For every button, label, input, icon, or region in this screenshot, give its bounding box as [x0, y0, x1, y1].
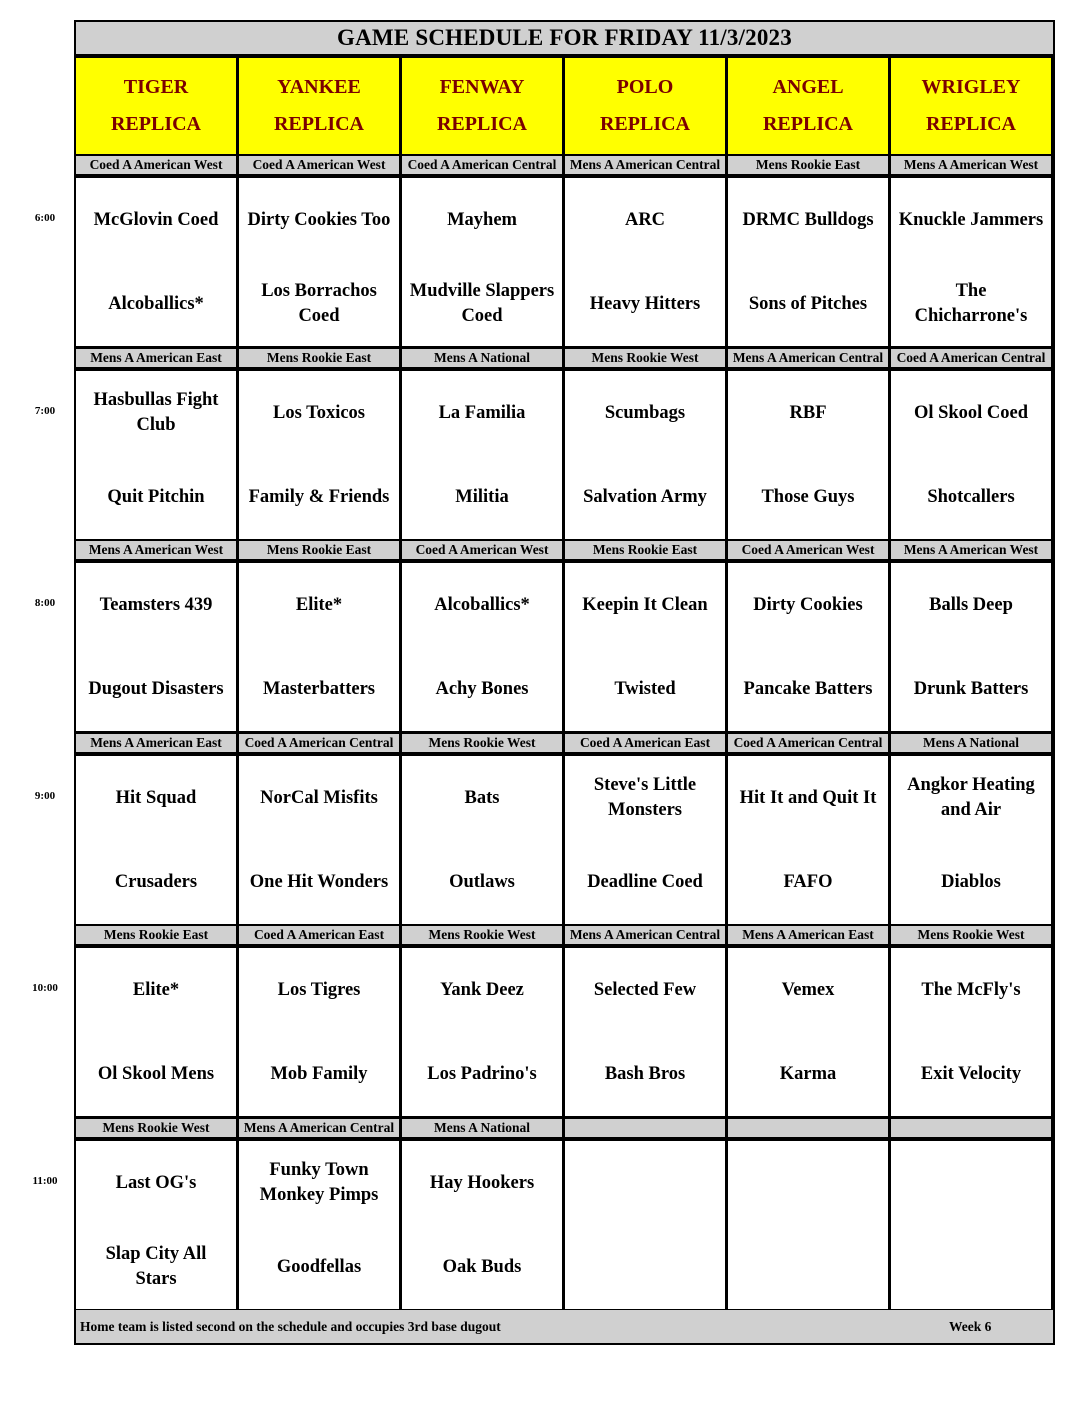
field-header-1: [76, 58, 236, 154]
away-team: Dirty Cookies: [753, 594, 863, 615]
field-header-5: [728, 58, 888, 154]
field-name: ANGEL: [772, 76, 844, 98]
away-team: Knuckle Jammers: [898, 209, 1044, 230]
home-team: Ol Skool Mens: [97, 1063, 215, 1084]
division-label: Coed A American West: [76, 156, 236, 174]
game-cell: [891, 371, 1051, 539]
home-team: Alcoballics*: [108, 293, 204, 314]
game-cell: [565, 1141, 725, 1309]
home-team: Sons of Pitches: [748, 293, 868, 314]
field-subtitle: REPLICA: [436, 113, 527, 135]
away-team: Los Tigres: [277, 979, 361, 1000]
home-team: Mob Family: [270, 1063, 368, 1084]
footer-note: Home team is listed second on the schedule and occupies 3rd base dugout: [80, 1319, 501, 1334]
time-label: 11:00: [32, 1175, 58, 1187]
game-cell: [565, 563, 725, 731]
away-team: Scumbags: [604, 402, 686, 423]
away-team: Mayhem: [447, 209, 517, 230]
time-label: 8:00: [34, 597, 56, 609]
division-label: Mens Rookie West: [76, 1119, 236, 1137]
home-team: Deadline Coed: [587, 871, 703, 892]
division-label: Mens Rookie East: [239, 349, 399, 367]
away-team: [728, 1141, 888, 1225]
home-team: Salvation Army: [583, 486, 707, 507]
division-label: Mens A American Central: [565, 156, 725, 174]
away-team: [565, 1141, 725, 1225]
division-label: Coed A American Central: [728, 734, 888, 752]
game-cell: [239, 563, 399, 731]
home-team: Drunk Batters: [913, 678, 1029, 699]
home-team: Los Borrachos Coed: [261, 281, 377, 326]
field-header-2: [239, 58, 399, 154]
field-subtitle: REPLICA: [273, 113, 364, 135]
field-name: FENWAY: [439, 76, 525, 98]
division-label: [891, 1119, 1051, 1137]
away-team: Dirty Cookies Too: [247, 209, 391, 230]
away-team: ARC: [624, 209, 666, 230]
home-team: Twisted: [614, 678, 676, 699]
time-label: 7:00: [34, 405, 56, 417]
away-team: DRMC Bulldogs: [742, 209, 874, 230]
home-team: Outlaws: [449, 871, 515, 892]
game-cell: [891, 948, 1051, 1116]
game-cell: [402, 756, 562, 924]
home-team: The Chicharrone's: [914, 281, 1028, 326]
away-team: La Familia: [438, 402, 526, 423]
game-cell: [76, 371, 236, 539]
game-cell: [402, 1141, 562, 1309]
division-label: [565, 1119, 725, 1137]
away-team: Alcoballics*: [434, 594, 530, 615]
time-label: 9:00: [34, 790, 56, 802]
game-cell: [891, 178, 1051, 346]
division-label: Coed A American West: [402, 541, 562, 559]
game-cell: [565, 756, 725, 924]
division-label: Coed A American Central: [891, 349, 1051, 367]
home-team: Mudville Slappers Coed: [409, 281, 555, 326]
away-team: Ol Skool Coed: [913, 402, 1029, 423]
home-team: Achy Bones: [435, 678, 529, 699]
away-team: Teamsters 439: [99, 594, 213, 615]
home-team: Oak Buds: [442, 1256, 522, 1277]
home-team: Goodfellas: [276, 1256, 362, 1277]
time-label: 6:00: [34, 212, 56, 224]
game-cell: [402, 371, 562, 539]
home-team: FAFO: [783, 871, 833, 892]
field-subtitle: REPLICA: [599, 113, 690, 135]
game-cell: [728, 756, 888, 924]
away-team: Elite*: [132, 979, 180, 1000]
home-team: [565, 1225, 725, 1309]
division-label: Coed A American Central: [239, 734, 399, 752]
home-team: [728, 1225, 888, 1309]
game-cell: [565, 371, 725, 539]
home-team: Exit Velocity: [920, 1063, 1022, 1084]
home-team: Quit Pitchin: [107, 486, 205, 507]
field-name: TIGER: [123, 76, 189, 98]
division-label: Mens A National: [402, 1119, 562, 1137]
away-team: Hay Hookers: [429, 1172, 535, 1193]
away-team: Elite*: [295, 594, 343, 615]
field-subtitle: REPLICA: [110, 113, 201, 135]
game-cell: [728, 178, 888, 346]
game-cell: [239, 178, 399, 346]
division-label: Mens Rookie West: [891, 926, 1051, 944]
schedule-sheet: [74, 20, 1055, 1345]
game-cell: [402, 948, 562, 1116]
division-label: Mens Rookie West: [565, 349, 725, 367]
away-team: Hasbullas Fight Club: [93, 390, 219, 435]
away-team: Yank Deez: [440, 979, 524, 1000]
away-team: NorCal Misfits: [260, 787, 378, 808]
division-label: Mens Rookie East: [565, 541, 725, 559]
division-label: [728, 1119, 888, 1137]
game-cell: [76, 948, 236, 1116]
field-name: POLO: [616, 76, 674, 98]
home-team: [891, 1225, 1051, 1309]
home-team: Bash Bros: [604, 1063, 686, 1084]
home-team: Pancake Batters: [743, 678, 873, 699]
field-header-4: [565, 58, 725, 154]
away-team: Selected Few: [593, 979, 697, 1000]
away-team: Angkor Heating and Air: [907, 775, 1035, 820]
away-team: Steve's Little Monsters: [593, 775, 697, 820]
home-team: Slap City All Stars: [105, 1244, 207, 1289]
time-label: 10:00: [32, 982, 58, 994]
division-label: Mens A American Central: [728, 349, 888, 367]
game-cell: [239, 756, 399, 924]
division-label: Mens A American West: [76, 541, 236, 559]
game-cell: [565, 178, 725, 346]
game-cell: [728, 563, 888, 731]
game-cell: [728, 1141, 888, 1309]
home-team: Heavy Hitters: [589, 293, 701, 314]
division-label: Coed A American West: [728, 541, 888, 559]
field-header-6: [891, 58, 1051, 154]
division-label: Mens Rookie East: [728, 156, 888, 174]
division-label: Coed A American East: [239, 926, 399, 944]
home-team: One Hit Wonders: [249, 871, 389, 892]
away-team: Hit It and Quit It: [739, 787, 877, 808]
home-team: Masterbatters: [263, 678, 375, 699]
game-cell: [239, 948, 399, 1116]
division-label: Mens A American East: [76, 734, 236, 752]
field-header-3: [402, 58, 562, 154]
footer-bar: [76, 1310, 1053, 1343]
game-cell: [402, 178, 562, 346]
away-team: Vemex: [781, 979, 835, 1000]
home-team: Those Guys: [761, 486, 855, 507]
home-team: Diablos: [941, 871, 1001, 892]
game-cell: [239, 1141, 399, 1309]
home-team: Militia: [455, 486, 509, 507]
home-team: Dugout Disasters: [88, 678, 224, 699]
week-label: Week 6: [949, 1319, 992, 1334]
home-team: Los Padrino's: [427, 1063, 537, 1084]
away-team: McGlovin Coed: [93, 209, 219, 230]
away-team: Hit Squad: [115, 787, 197, 808]
division-label: Mens A American East: [76, 349, 236, 367]
away-team: [891, 1141, 1051, 1225]
division-label: Coed A American Central: [402, 156, 562, 174]
game-cell: [76, 1141, 236, 1309]
division-label: Mens A American Central: [565, 926, 725, 944]
field-name: WRIGLEY: [921, 76, 1021, 98]
home-team: Shotcallers: [927, 486, 1015, 507]
division-label: Mens Rookie West: [402, 734, 562, 752]
field-name: YANKEE: [277, 76, 361, 98]
division-label: Mens A American Central: [239, 1119, 399, 1137]
field-subtitle: REPLICA: [762, 113, 853, 135]
division-label: Mens A National: [891, 734, 1051, 752]
division-label: Mens A American West: [891, 156, 1051, 174]
game-cell: [728, 948, 888, 1116]
division-label: Mens Rookie West: [402, 926, 562, 944]
away-team: Bats: [464, 787, 500, 808]
game-cell: [891, 563, 1051, 731]
away-team: Funky Town Monkey Pimps: [259, 1160, 379, 1205]
game-cell: [76, 756, 236, 924]
away-team: Balls Deep: [929, 594, 1013, 615]
division-label: Mens A National: [402, 349, 562, 367]
field-subtitle: REPLICA: [925, 113, 1016, 135]
division-label: Mens Rookie East: [76, 926, 236, 944]
home-team: Family & Friends: [248, 486, 390, 507]
game-cell: [728, 371, 888, 539]
division-label: Mens Rookie East: [239, 541, 399, 559]
game-cell: [239, 371, 399, 539]
away-team: Keepin It Clean: [582, 594, 708, 615]
division-label: Mens A American East: [728, 926, 888, 944]
division-label: Mens A American West: [891, 541, 1051, 559]
division-label: Coed A American East: [565, 734, 725, 752]
game-cell: [891, 756, 1051, 924]
home-team: Karma: [779, 1063, 837, 1084]
division-label: Coed A American West: [239, 156, 399, 174]
game-cell: [76, 563, 236, 731]
away-team: The McFly's: [921, 979, 1021, 1000]
game-cell: [565, 948, 725, 1116]
game-cell: [76, 178, 236, 346]
game-cell: [402, 563, 562, 731]
away-team: Last OG's: [115, 1172, 197, 1193]
away-team: RBF: [789, 402, 827, 423]
away-team: Los Toxicos: [272, 402, 366, 423]
home-team: Crusaders: [114, 871, 198, 892]
page-title: GAME SCHEDULE FOR FRIDAY 11/3/2023: [76, 22, 1053, 56]
game-cell: [891, 1141, 1051, 1309]
